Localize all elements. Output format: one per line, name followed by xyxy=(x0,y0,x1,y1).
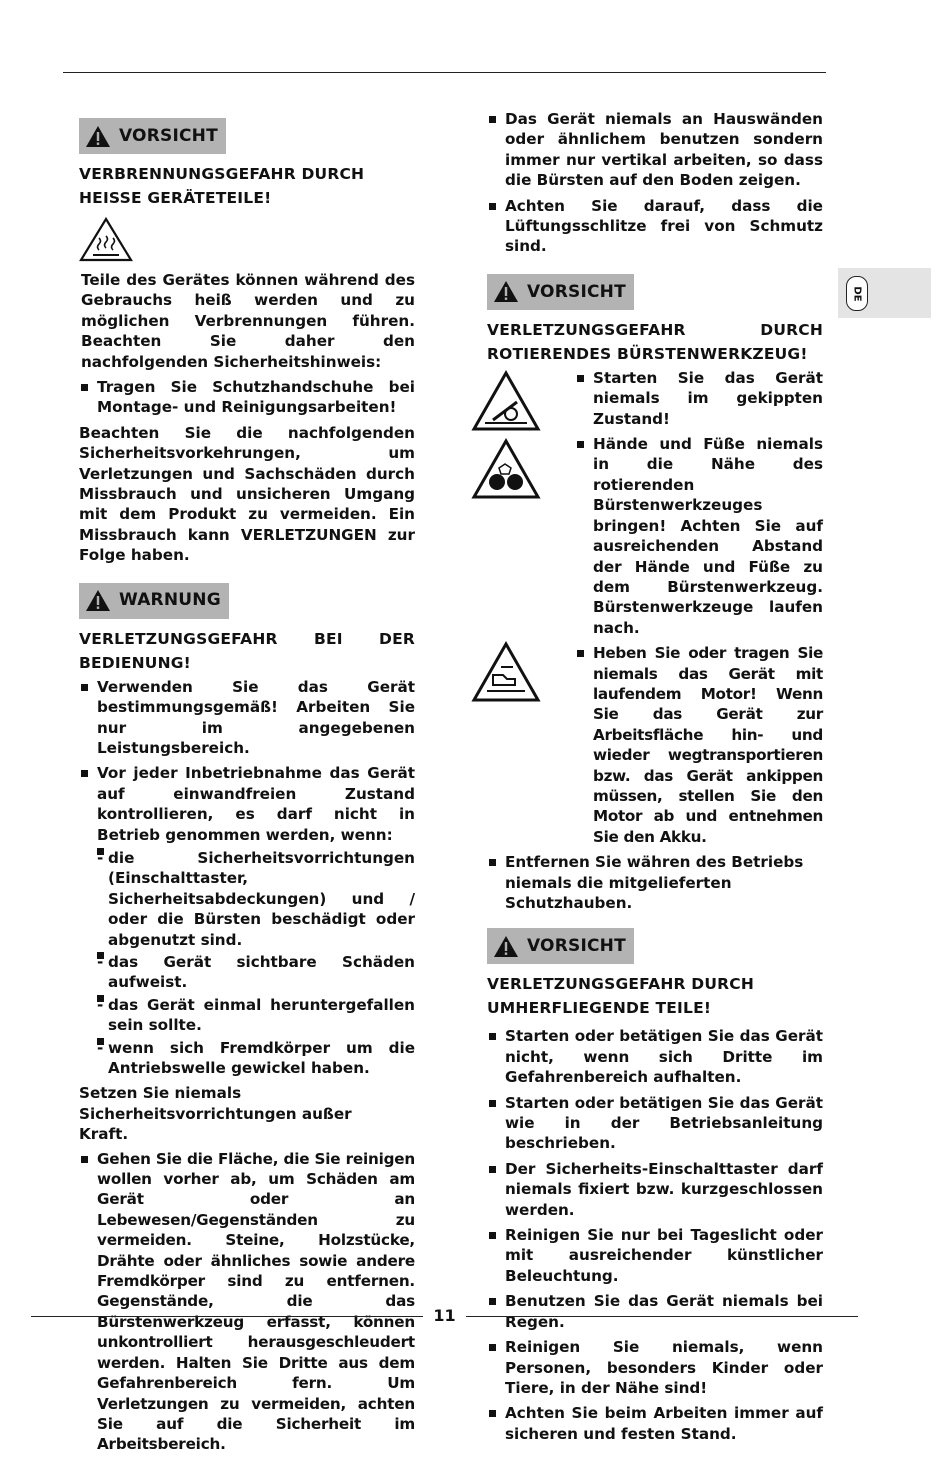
list-item: Starten Sie das Gerät niemals im gekippten Zustand! xyxy=(575,368,823,429)
pictogram-column xyxy=(487,643,575,852)
rotating-bullet-list xyxy=(575,368,823,643)
dash-item: - die Sicherheitsvorrichtungen (Einschalttaster, Sicherheitsabdeckungen) und / oder die Bürsten beschädigt oder abgenutzt sind. xyxy=(97,848,415,950)
list-item xyxy=(79,763,415,1078)
intro-paragraph: Beachten Sie die nachfolgenden Sicherheitsvorkehrungen, um Verletzungen und Sachschäden durch Missbrauch und unsicheren Umgang mit dem Produkt zu vermeiden. Ein Missbrauch kann VERLETZUNGEN zur Folge haben. xyxy=(79,423,415,565)
warning-triangle-icon xyxy=(493,280,519,303)
list-item: Das Gerät niemals an Hauswänden oder ähnlichem benutzen sondern immer nur vertikal arbeiten, so dass die Bürsten auf den Boden zeigen. xyxy=(487,109,823,191)
list-item: Verwenden Sie das Gerät bestimmungsgemäß! Arbeiten Sie nur im angegebenen Leistungsbereich. xyxy=(79,677,415,759)
condition-dash-list xyxy=(97,848,415,1078)
list-item: Starten oder betätigen Sie das Gerät nicht, wenn sich Dritte im Gefahrenbereich aufhalten. xyxy=(487,1026,823,1087)
caution-badge xyxy=(487,274,634,310)
list-item: Der Sicherheits-Einschalttaster darf niemals fixiert bzw. kurzgeschlossen werden. xyxy=(487,1159,823,1220)
hand-brush-hazard-icon xyxy=(471,438,541,500)
list-item: Heben Sie oder tragen Sie niemals das Gerät mit laufendem Motor! Wenn Sie das Gerät zur Arbeitsfläche hin- und wieder wegtransportieren bzw. das Gerät ankippen müssen, stellen Sie den Motor ab und entnehmen Sie den Akku. xyxy=(575,643,823,847)
list-item: Achten Sie darauf, dass die Lüftungsschlitze frei von Schmutz sind. xyxy=(487,196,823,257)
tilt-warning-icon xyxy=(471,370,541,432)
rotating-brush-section xyxy=(487,370,823,643)
guard-bullet-list xyxy=(487,852,805,913)
page-number: 11 xyxy=(433,1306,456,1325)
dash-item: - das Gerät sichtbare Schäden aufweist. xyxy=(97,952,415,993)
dash-item: - wenn sich Fremdkörper um die Antriebswelle gewickel haben. xyxy=(97,1038,415,1079)
header-rule xyxy=(63,72,826,73)
language-code: DE xyxy=(851,285,863,302)
warning-triangle-icon xyxy=(493,935,519,958)
burn-heading: VERBRENNUNGSGEFAHR DURCH HEISSE GERÄTETEILE! xyxy=(79,165,365,207)
list-item: Reinigen Sie nur bei Tageslicht oder mit ausreichender künstlicher Beleuchtung. xyxy=(487,1225,823,1286)
left-column xyxy=(79,118,415,1460)
caution-badge xyxy=(487,928,634,964)
hot-parts-paragraph: Teile des Gerätes können während des Gebrauchs heiß werden und zu möglichen Verbrennungen führen. Beachten Sie daher den nachfolgenden Sicherheitshinweis: xyxy=(81,271,415,371)
flying-parts-heading: VERLETZUNGSGEFAHR DURCH UMHERFLIEGENDE TEILE! xyxy=(487,975,754,1018)
caution-label: VORSICHT xyxy=(527,936,626,957)
rotating-brush-heading: VERLETZUNGSGEFAHR DURCH ROTIERENDES BÜRSTENWERKZEUG! xyxy=(487,320,823,363)
list-item: Hände und Füße niemals in die Nähe des rotierenden Bürstenwerkzeuges bringen! Achten Sie auf ausreichenden Abstand der Hände und Füße zu dem Bürstenwerkzeug. Bürstenwerkzeuge laufen nach. xyxy=(575,434,823,638)
warning-triangle-icon xyxy=(85,589,111,612)
list-item: Entfernen Sie währen des Betriebs niemals die mitgelieferten Schutzhauben. xyxy=(487,852,805,913)
footer-rule-left xyxy=(31,1316,423,1317)
warning-triangle-icon xyxy=(85,125,111,148)
dash-item: - das Gerät einmal heruntergefallen sein sollte. xyxy=(97,995,415,1036)
right-column xyxy=(487,109,823,1449)
caution-badge xyxy=(79,118,226,154)
list-item: Gehen Sie die Fläche, die Sie reinigen wollen vorher ab, um Schäden am Gerät oder an Lebewesen/Gegenständen zu vermeiden. Steine, Holzstücke, Drähte oder ähnliches sowie andere Fremdkörper sind zu entfernen. Gegenstände, die das Bürstenwerkzeug erfasst, können unkontrolliert herausgeschleudert werden. Halten Sie Dritte aus dem Gefahrenbereich fern. Um Verletzungen zu vermeiden, achten Sie auf die Sicherheit im Arbeitsbereich. xyxy=(79,1149,415,1455)
warning-label: WARNUNG xyxy=(119,590,221,611)
check-text: Vor jeder Inbetriebnahme das Gerät auf einwandfreien Zustand kontrollieren, es darf nicht in Betrieb genommen werden, wenn: xyxy=(97,764,415,844)
warning-badge xyxy=(79,583,229,619)
list-item: Reinigen Sie niemals, wenn Personen, besonders Kinder oder Tiere, in der Nähe sind! xyxy=(487,1337,823,1398)
list-item: Starten oder betätigen Sie das Gerät wie in der Betriebsanleitung beschrieben. xyxy=(487,1093,823,1154)
hot-surface-icon xyxy=(79,216,133,262)
lift-bullet-list xyxy=(575,643,823,852)
operation-bullet-list xyxy=(79,677,415,1079)
pictogram-column xyxy=(487,370,575,643)
top-bullet-list xyxy=(487,109,823,257)
footer-rule-right xyxy=(466,1316,858,1317)
list-item: Achten Sie beim Arbeiten immer auf sicheren und festen Stand. xyxy=(487,1403,823,1444)
lift-hazard-icon xyxy=(471,641,541,703)
flying-parts-bullet-list xyxy=(487,1026,823,1444)
operation-heading: VERLETZUNGSGEFAHR BEI DER BEDIENUNG! xyxy=(79,629,415,672)
hot-bullet-list xyxy=(79,377,415,418)
caution-label: VORSICHT xyxy=(527,281,626,302)
list-item: Benutzen Sie das Gerät niemals bei Regen. xyxy=(487,1291,823,1332)
lift-section xyxy=(487,643,823,852)
list-item: Tragen Sie Schutzhandschuhe bei Montage- und Reinigungsarbeiten! xyxy=(79,377,415,418)
language-tab-label xyxy=(846,276,868,311)
never-disable-paragraph: Setzen Sie niemals Sicherheitsvorrichtungen außer Kraft. xyxy=(79,1084,352,1144)
walk-bullet-list xyxy=(79,1149,415,1455)
caution-label: VORSICHT xyxy=(119,125,218,146)
